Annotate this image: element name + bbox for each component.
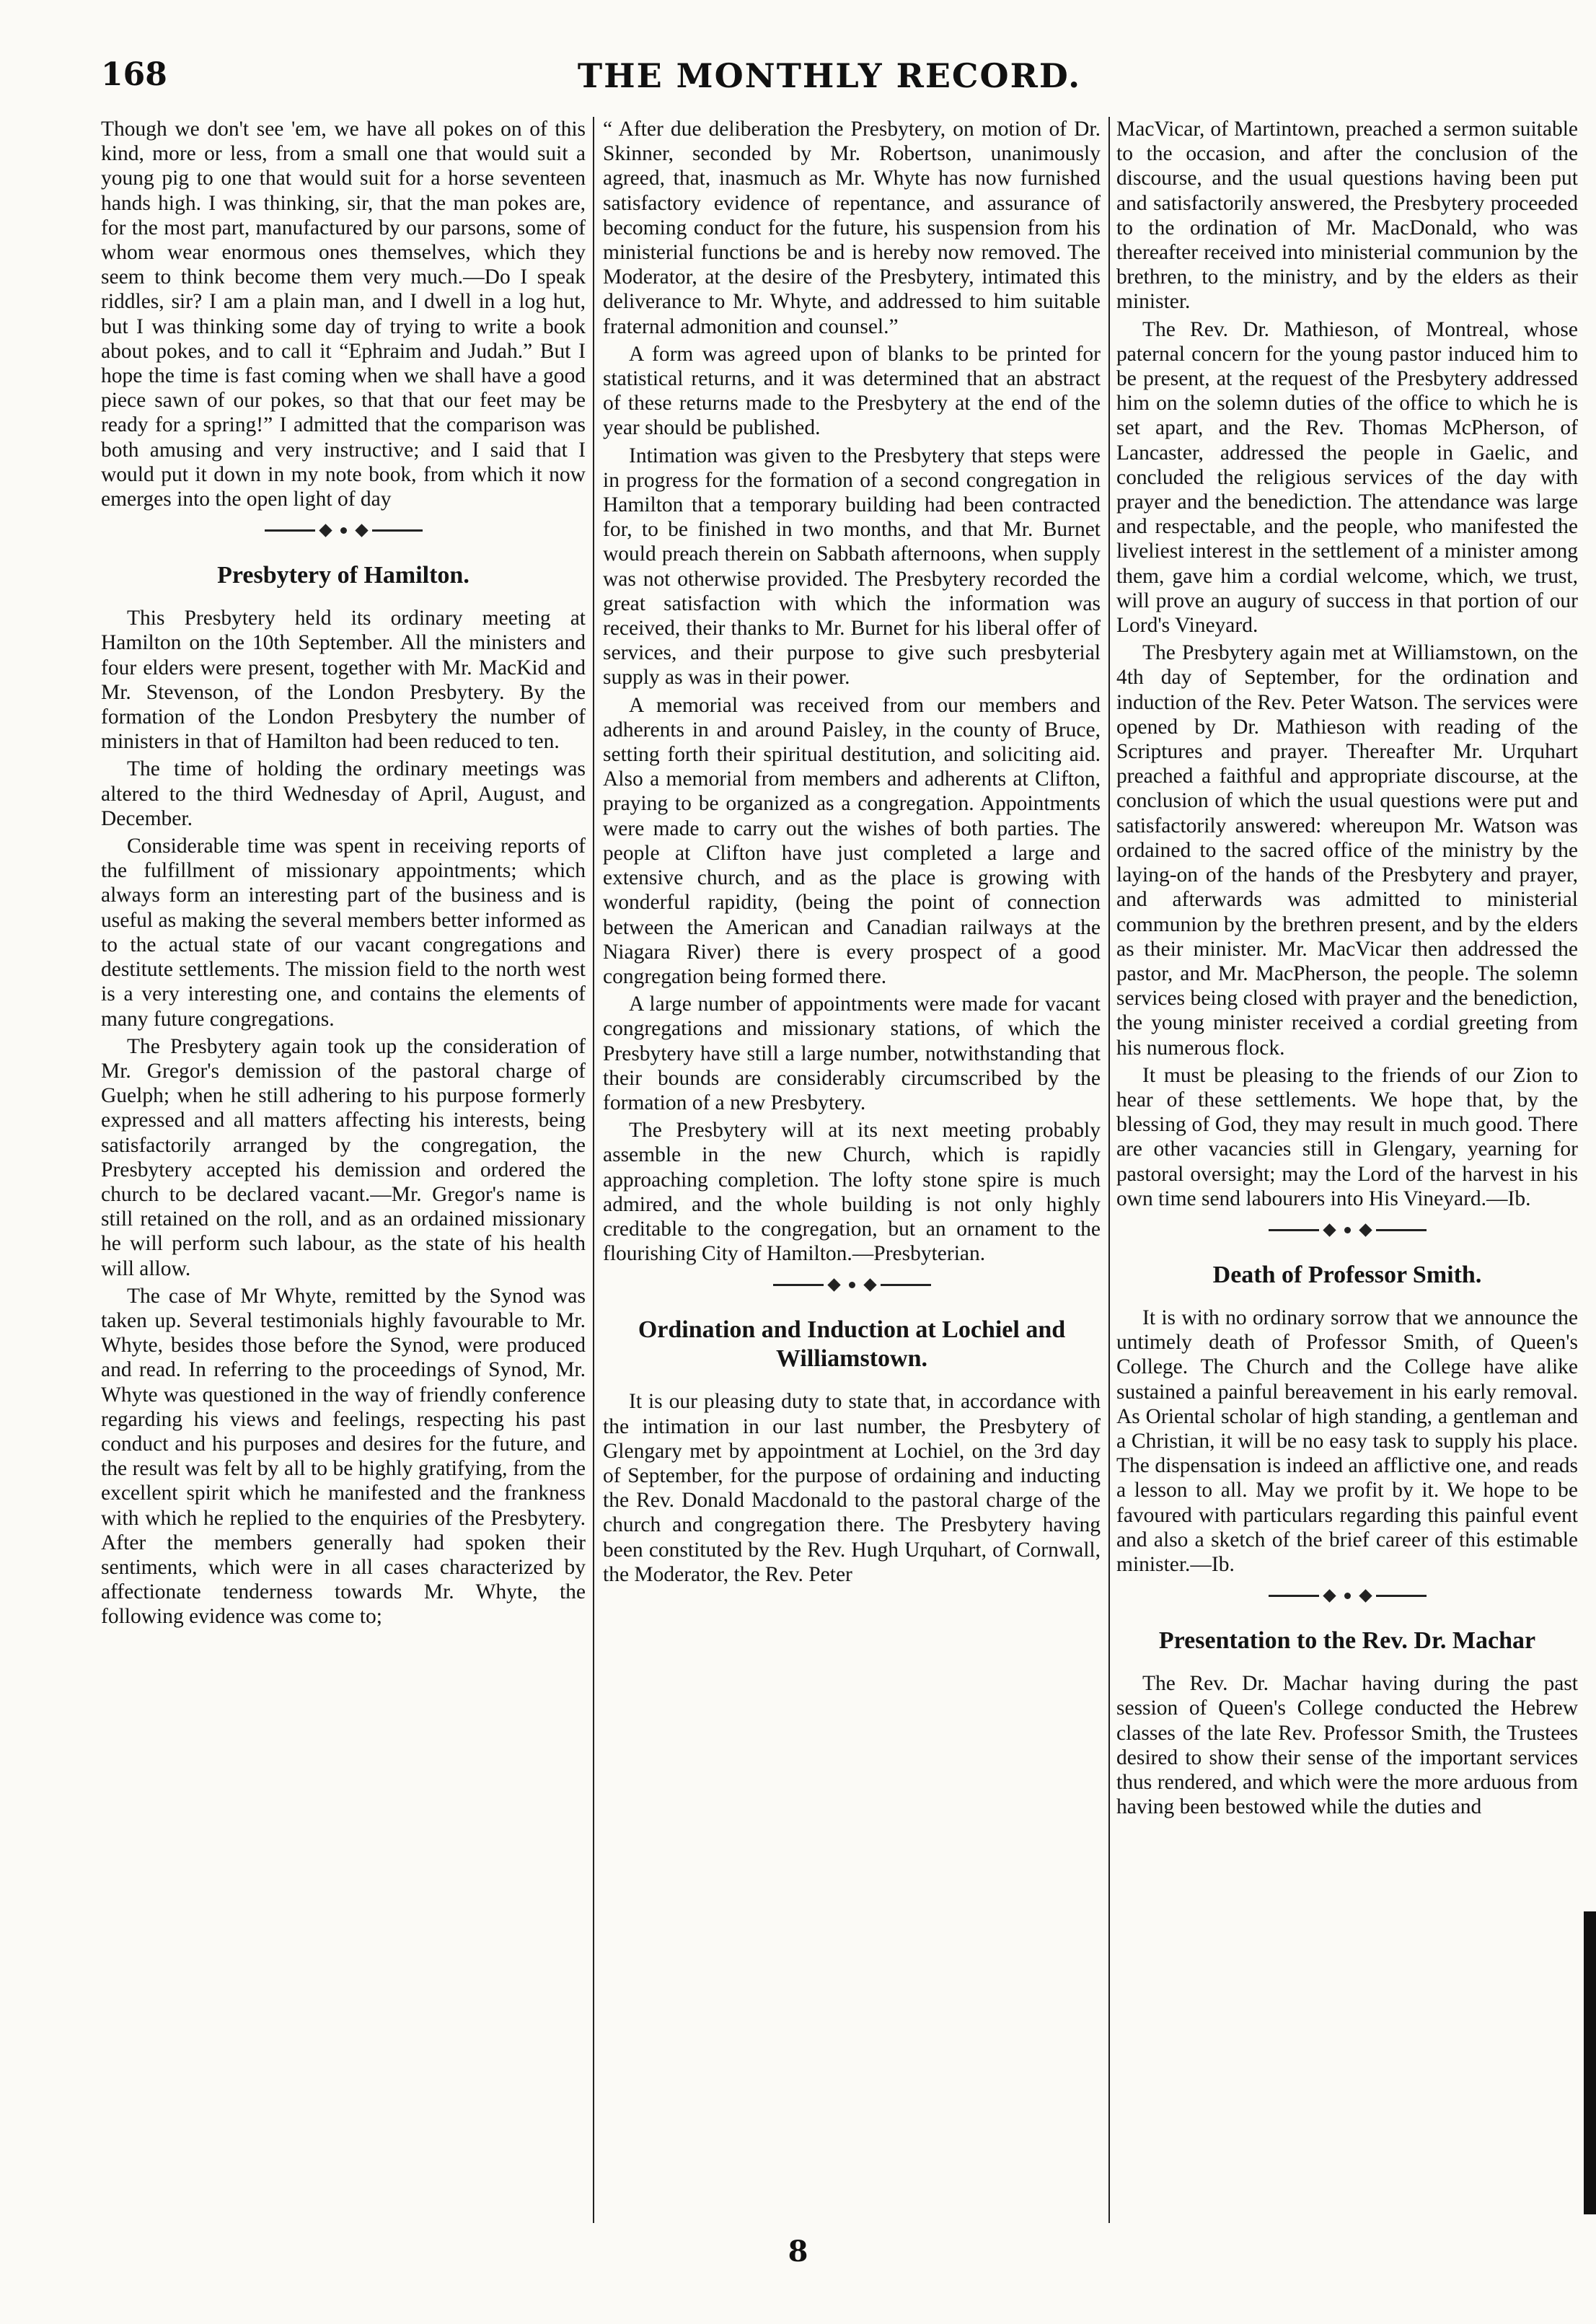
paragraph: The Rev. Dr. Mathieson, of Montreal, whose paternal concern for the young pastor induced him to be present, at the request of the Presbytery addressed him on the solemn duties of the office to which he is set apart, and the Rev. Thomas McPherson, of Lancaster, addressed the people in Gaelic, and concluded the religious services of the day with prayer and the benediction. The attendance was large and respectable, and the people, who manifested the liveliest interest in the settlement of a minister among them, gave him a cordial welcome, which, we trust, will prove an augury of success in that portion of our Lord's Vineyard. [1116,317,1578,638]
paragraph: It is with no ordinary sorrow that we announce the untimely death of Professor Smith, of Queen's College. The Church and the College have alike sustained a painful bereavement in his early removal. As Oriental scholar of high standing, a gentleman and a Christian, it will be no easy task to supply his place. The dispensation is indeed an afflictive one, and reads a lesson to all. May we profit by it. We hope to be favoured with particulars regarding this painful event and also a sketch of the brief career of this estimable minister.—Ib. [1116,1306,1578,1576]
column-3 [1116,117,1578,2223]
paragraph: Though we don't see 'em, we have all pokes on of this kind, more or less, from a small one that would suit a young pig to one that would suit for a horse seventeen hands high. I was thinking, sir, that the man pokes are, for the most part, manufactured by our parsons, some of whom wear enormous ones themselves, which they seem to think become them very much.—Do I speak riddles, sir? I am a plain man, and I dwell in a log hut, but I was thinking some day of trying to write a book about pokes, and to call it “Ephraim and Judah.” But I hope the time is fast coming when we shall have a good piece sawn of our pokes, so that that our feet may be ready for a spring!” I admitted that the comparison was both amusing and very instructive; and I said that I would put it down in my note book, from which it now emerges into the open light of day [101,118,586,511]
page-number: 168 [101,56,167,93]
paragraph: It must be pleasing to the friends of our Zion to hear of these settlements. We hope that, by the blessing of God, they may result in much good. There are other vacancies still in Glengary, yearning for pastoral oversight; may the Lord of the harvest in his own time send labourers into His Vineyard.—Ib. [1116,1063,1578,1210]
paragraph: The Rev. Dr. Machar having during the past session of Queen's College conducted the Hebrew classes of the late Rev. Professor Smith, the Trustees desired to show their sense of the important services thus rendered, and which were the more arduous from having been bestowed while the duties and [1116,1672,1578,1819]
paragraph: The Presbytery again took up the consideration of Mr. Gregor's demission of the pastoral charge of Guelph; when he still adhering to his purpose formerly expressed and all matters affecting his interests, being satisfactorily arranged by the congregation, the Presbytery accepted his demission and ordered the church to be declared vacant.—Mr. Gregor's name is still retained on the roll, and as an ordained missionary he will perform such labour, as the state of his health will allow. [101,1034,586,1280]
paragraph: The time of holding the ordinary meetings was altered to the third Wednesday of April, August, and December. [101,757,586,830]
column-1 [101,117,586,2223]
paragraph: This Presbytery held its ordinary meeting at Hamilton on the 10th September. All the ministers and four elders were present, together with Mr. MacKid and Mr. Stevenson, of the London Presbytery. By the formation of the London Presbytery the number of ministers in that of Hamilton had been reduced to ten. [101,607,586,754]
paragraph: A large number of appointments were made for vacant congregations and missionary stations, of which the Presbytery have still a large number, notwithstanding that their bounds are considerably circumscribed by the formation of a new Presbytery. [603,992,1101,1114]
section-ornament [603,1280,1101,1290]
paragraph: MacVicar, of Martintown, preached a sermon suitable to the occasion, and after the conclusion of the discourse, and the usual questions having been put and satisfactorily answered, the Presbytery proceeded to the ordination of Mr. MacDonald, who was thereafter received into ministerial communion by the brethren, to the ministry, and by the elders as their minister. [1116,118,1578,314]
column-2 [603,117,1101,2223]
section-ornament [1116,1591,1578,1601]
section-ornament [1116,1225,1578,1235]
paragraph: A form was agreed upon of blanks to be printed for statistical returns, and it was determined that an abstract of these returns made to the Presbytery at the end of the year should be published. [603,342,1101,440]
paragraph: It is our pleasing duty to state that, in accordance with the intimation in our last number, the Presbytery of Glengary met by appointment at Lochiel, on the 3rd day of September, for the purpose of ordaining and inducting the Rev. Donald Macdonald to the pastoral charge of the church and congregation there. The Presbytery having been constituted by the Rev. Hugh Urquhart, of Cornwall, the Moderator, the Rev. Peter [603,1390,1101,1586]
section-heading: Death of Professor Smith. [1212,1261,1482,1288]
paragraph: Intimation was given to the Presbytery that steps were in progress for the formation of a second congregation in Hamilton that a temporary building had been contracted for, to be finished in two months, and that Mr. Burnet would preach therein on Sabbath afternoons, when supply was not otherwise provided. The Presbytery recorded the great satisfaction with which the information was received, their thanks to Mr. Burnet for his liberal offer of services, and their purpose to give such presbyterial supply as was in their power. [603,444,1101,690]
signature-mark: 8 [788,2235,808,2268]
section-heading: Presentation to the Rev. Dr. Machar [1158,1627,1536,1655]
section-heading: Ordination and Induction at Lochiel and Williamstown. [638,1316,1066,1373]
page-edge-shadow [1584,1911,1596,2214]
page-header [101,56,1558,107]
paragraph: A memorial was received from our members and adherents in and around Paisley, in the county of Bruce, setting forth their spiritual destitution, and soliciting aid. Also a memorial from members and adherents at Clifton, praying to be organized as a congregation. Appointments were made to carry out the wishes of both parties. The people at Clifton have just completed a large and extensive church, and as the place is growing with wonderful rapidity, (being the point of connection between the American and Canadian railways at the Niagara River) there is every prospect of a good congregation being formed there. [603,693,1101,988]
paragraph: “ After due deliberation the Presbytery, on motion of Dr. Skinner, seconded by Mr. Robertson, unanimously agreed, that, inasmuch as Mr. Whyte has now furnished satisfactory evidence of repentance, and assurance of becoming conduct for the future, his suspension from his ministerial functions be and is hereby now removed. The Moderator, at the desire of the Presbytery, intimated this deliverance to Mr. Whyte, and addressed to him suitable fraternal admonition and counsel.” [603,118,1101,338]
paragraph: The Presbytery will at its next meeting probably assemble in the new Church, which is rapidly approaching completion. The lofty stone spire is much admired, and the whole building is not only highly creditable to the congregation, but an ornament to the flourishing City of Hamilton.—Presbyterian. [603,1119,1101,1266]
column-rule [1108,117,1110,2223]
journal-title: THE MONTHLY RECORD. [577,56,1082,95]
paragraph: The Presbytery again met at Williamstown, on the 4th day of September, for the ordination and induction of the Rev. Peter Watson. The services were opened by Dr. Mathieson with reading of the Scriptures and prayer. Thereafter Mr. Urquhart preached a faithful and appropriate discourse, at the conclusion of which the usual questions were put and satisfactorily answered: whereupon Mr. Watson was ordained to the sacred office of the ministry by the laying-on of the hands of the Presbytery and prayer, and afterwards was admitted to ministerial communion by the brethren present, and by the elders as their minister. Mr. MacVicar then addressed the pastor, and Mr. MacPherson, the people. The solemn services being closed with prayer and the benediction, the young minister received a cordial greeting from his numerous flock. [1116,641,1578,1060]
paragraph: Considerable time was spent in receiving reports of the fulfillment of missionary appointments; which always form an interesting part of the business and is useful as making the several members better informed as to the actual state of our vacant congregations and destitute settlements. The mission field to the north west is a very interesting one, and contains the elements of many future congregations. [101,835,586,1031]
column-rule [593,117,594,2223]
section-ornament [101,526,586,535]
section-heading: Presbytery of Hamilton. [217,562,469,589]
paragraph: The case of Mr Whyte, remitted by the Synod was taken up. Several testimonials highly favourable to Mr. Whyte, besides those before the Synod, were produced and read. In referring to the proceedings of Synod, Mr. Whyte was questioned in the way of friendly conference regarding his views and feelings, respecting his past conduct and his purposes and desires for the future, and the result was felt by all to be highly gratifying, from the excellent spirit which he manifested and the frankness with which he replied to the enquiries of the Presbytery. After the members generally had spoken their sentiments, which were in all cases characterized by affectionate tenderness towards Mr. Whyte, the following evidence was come to; [101,1284,586,1629]
